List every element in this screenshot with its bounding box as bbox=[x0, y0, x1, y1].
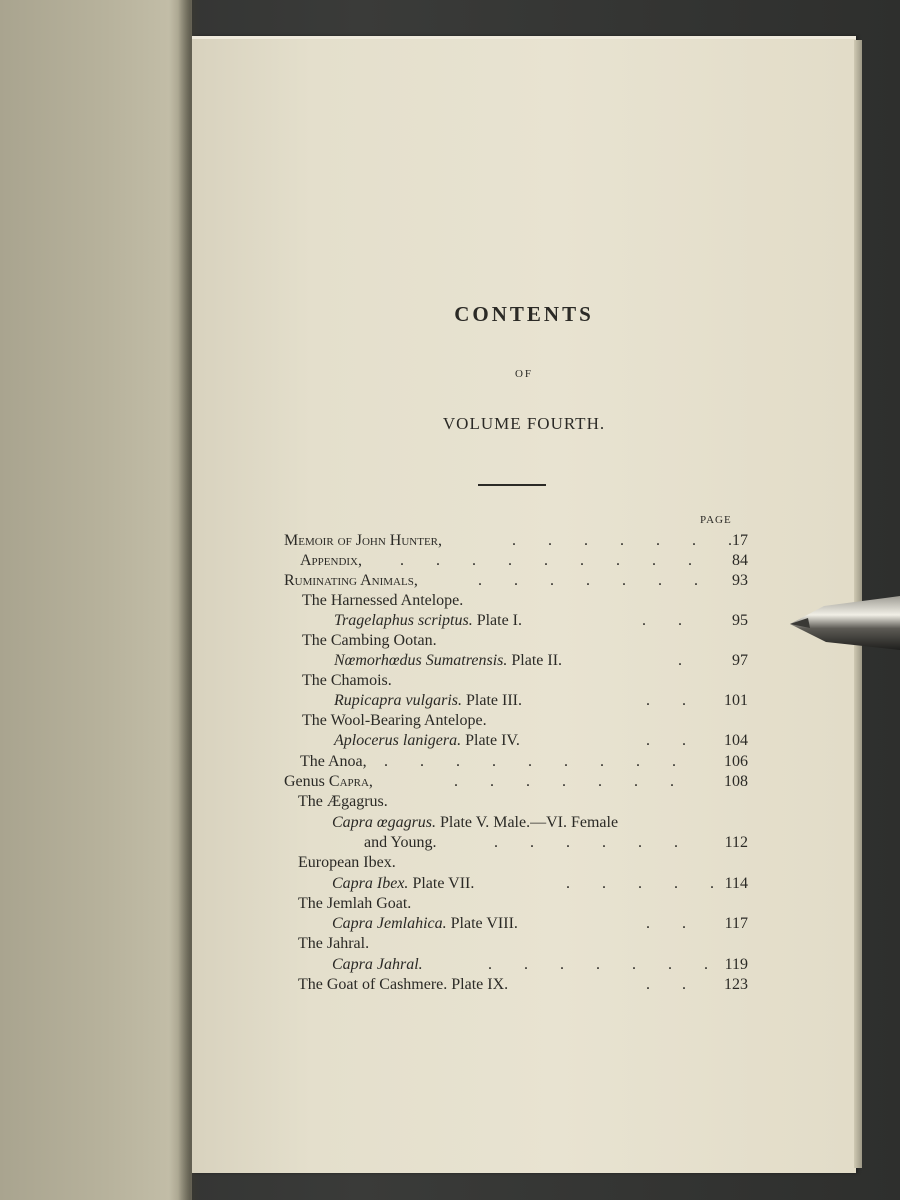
leader-dots: . . . . . . . bbox=[478, 572, 700, 589]
toc-entry-species: Tragelaphus scriptus. bbox=[334, 612, 473, 629]
leader-dots: . . . . . . . bbox=[488, 956, 710, 973]
toc-entry-species: Rupicapra vulgaris. bbox=[334, 692, 462, 709]
page-number: 123 bbox=[724, 976, 748, 993]
toc-entry-anoa bbox=[300, 752, 367, 772]
leader-dots: . . . . . . . bbox=[454, 773, 676, 790]
toc-entry-aegagrus bbox=[298, 792, 388, 812]
toc-entry-text: The Anoa, bbox=[300, 753, 367, 770]
leader-dots: . . . . . . . bbox=[512, 532, 734, 549]
page-number: 117 bbox=[724, 915, 748, 932]
volume-title: VOLUME FOURTH. bbox=[442, 414, 606, 433]
toc-entry-ruminating bbox=[284, 571, 418, 591]
leader-dots: . . bbox=[646, 732, 688, 749]
toc-entry-text: The Ægagrus. bbox=[298, 793, 388, 810]
contents-title: CONTENTS bbox=[454, 302, 594, 326]
toc-entry-naemorhaedus bbox=[334, 651, 562, 671]
page-number: 97 bbox=[732, 652, 748, 669]
page-number: 101 bbox=[724, 692, 748, 709]
leader-dots: . . . . . . . . . bbox=[384, 753, 678, 770]
page-number: 104 bbox=[724, 732, 748, 749]
toc-entry-text: Memoir of John Hunter, bbox=[284, 532, 443, 549]
toc-entry-and-young bbox=[364, 833, 436, 853]
toc-entry-jahral bbox=[298, 934, 369, 954]
toc-entry-text: Ruminating Animals, bbox=[284, 572, 418, 589]
toc-entry-text: The Goat of Cashmere. Plate IX. bbox=[298, 976, 509, 993]
toc-entry-text: The Jemlah Goat. bbox=[298, 895, 412, 912]
toc-entry-plate: Plate V. Male.—VI. Female bbox=[440, 814, 619, 831]
toc-entry-species: Nœmorhœdus Sumatrensis. bbox=[334, 652, 508, 669]
page-number: 108 bbox=[724, 773, 748, 790]
toc-entry-text: The Cambing Ootan. bbox=[302, 632, 437, 649]
toc-entry-plate: Plate IV. bbox=[465, 732, 520, 749]
leader-dots: . . bbox=[646, 976, 688, 993]
page-number: 112 bbox=[724, 834, 748, 851]
toc-entry-rupicapra bbox=[334, 691, 522, 711]
toc-entry-goat-of-cashmere bbox=[298, 975, 508, 995]
toc-entry-plate: Plate I. bbox=[476, 612, 523, 629]
page-number: 119 bbox=[724, 956, 748, 973]
toc-entry-european-ibex bbox=[298, 853, 396, 873]
leader-dots: . . . . . . . . . bbox=[400, 552, 694, 569]
toc-entry-tragelaphus bbox=[334, 611, 522, 631]
toc-entry-capra-jemlahica bbox=[332, 914, 518, 934]
toc-entry-species: Aplocerus lanigera. bbox=[334, 732, 462, 749]
toc-entry-jemlah-goat bbox=[298, 894, 411, 914]
toc-entry-text: The Wool-Bearing Antelope. bbox=[302, 712, 487, 729]
leader-dots: . . . . . . bbox=[494, 834, 680, 851]
toc-entry-cambing-ootan bbox=[302, 631, 437, 651]
leader-dots: . . . . . bbox=[566, 875, 716, 892]
toc-entry-plate: Plate II. bbox=[511, 652, 563, 669]
toc-entry-genus-word: Genus bbox=[284, 773, 325, 790]
of-label: OF bbox=[514, 368, 534, 380]
toc-entry-species: Capra Jahral. bbox=[332, 956, 423, 973]
toc-entry-text: European Ibex. bbox=[298, 854, 396, 871]
toc-entry-memoir bbox=[284, 531, 442, 551]
leader-dots: . bbox=[678, 652, 684, 669]
toc-entry-species: Capra Ibex. bbox=[332, 875, 409, 892]
toc-entry-text: Appendix, bbox=[300, 552, 363, 569]
leader-dots: . . bbox=[646, 915, 688, 932]
toc-entry-species: Capra œgagrus. bbox=[332, 814, 437, 831]
toc-entry-plate: Plate III. bbox=[466, 692, 522, 709]
title-rule bbox=[478, 484, 546, 486]
toc-entry-chamois bbox=[302, 671, 392, 691]
toc-entry-genus-name: Capra, bbox=[328, 773, 373, 790]
page-number: 17 bbox=[732, 532, 748, 549]
toc-entry-plate: Plate VII. bbox=[412, 875, 475, 892]
page-number: 84 bbox=[732, 552, 748, 569]
toc-entry-capra-aegagrus bbox=[332, 813, 618, 833]
toc-entry-text: and Young. bbox=[364, 834, 437, 851]
right-page bbox=[192, 36, 856, 1173]
page-number: 106 bbox=[724, 753, 748, 770]
leader-dots: . . bbox=[646, 692, 688, 709]
page-column-header: PAGE bbox=[700, 514, 732, 526]
toc-entry-species: Capra Jemlahica. bbox=[332, 915, 447, 932]
toc-entry-capra-ibex bbox=[332, 874, 474, 894]
pen-pointer-icon bbox=[786, 588, 900, 652]
toc-entry-appendix bbox=[300, 551, 362, 571]
page-number: 114 bbox=[724, 875, 748, 892]
toc-entry-text: The Jahral. bbox=[298, 935, 370, 952]
toc-entry-genus-capra bbox=[284, 772, 373, 792]
toc-entry-capra-jahral bbox=[332, 955, 423, 975]
toc-entry-harnessed-antelope bbox=[302, 591, 463, 611]
page-number: 95 bbox=[732, 612, 748, 629]
left-page bbox=[0, 0, 192, 1200]
leader-dots: . . bbox=[642, 612, 684, 629]
toc-entry-text: The Harnessed Antelope. bbox=[302, 592, 464, 609]
toc-entry-aplocerus bbox=[334, 731, 520, 751]
page-number: 93 bbox=[732, 572, 748, 589]
toc-entry-text: The Chamois. bbox=[302, 672, 392, 689]
toc-entry-wool-bearing-antelope bbox=[302, 711, 487, 731]
toc-entry-plate: Plate VIII. bbox=[450, 915, 518, 932]
